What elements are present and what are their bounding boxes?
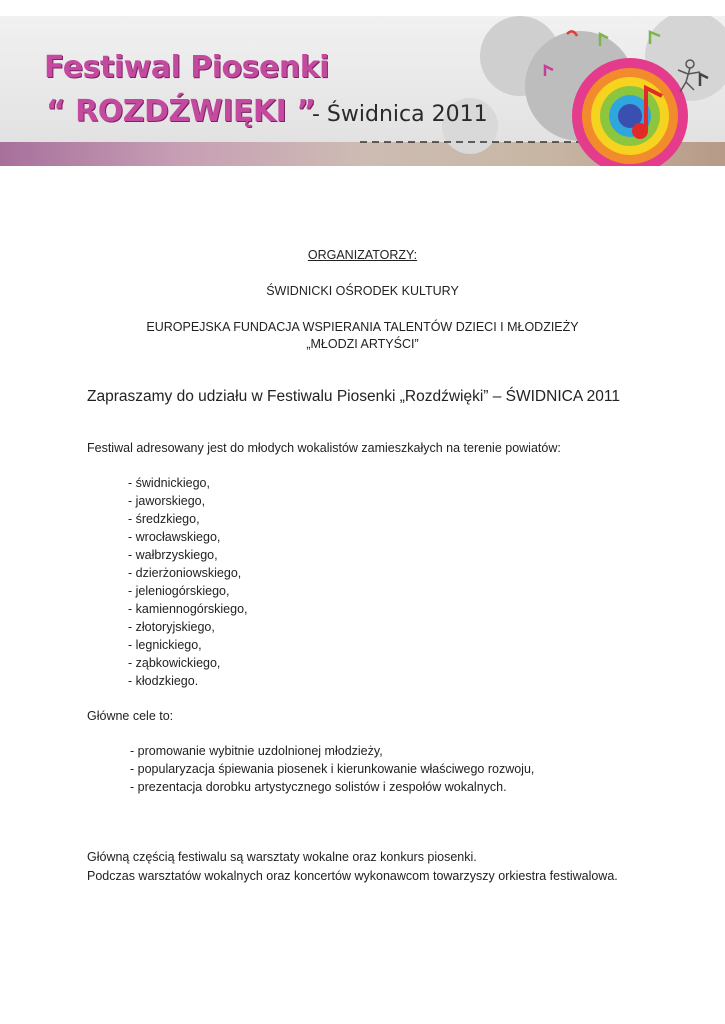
list-item: - jeleniogórskiego,	[128, 584, 230, 598]
organizer-1: ŚWIDNICKI OŚRODEK KULTURY	[266, 284, 459, 298]
goals-list	[130, 742, 534, 796]
list-item: - jaworskiego,	[128, 494, 206, 508]
organizer-2-line1: EUROPEJSKA FUNDACJA WSPIERANIA TALENTÓW DZIECI I MŁODZIEŻY	[146, 320, 579, 334]
festival-banner	[0, 16, 725, 166]
organizer-2-line2: „MŁODZI ARTYŚCI”	[306, 337, 419, 351]
list-item: - legnickiego,	[128, 638, 202, 652]
banner-artwork	[0, 16, 725, 166]
district-list	[128, 474, 248, 690]
audience-intro: Festiwal adresowany jest do młodych wokalistów zamieszkałych na terenie powiatów:	[87, 441, 561, 455]
closing-line-2: Podczas warsztatów wokalnych oraz koncertów wykonawcom towarzyszy orkiestra festiwalowa.	[87, 869, 618, 883]
list-item: - średzkiego,	[128, 512, 200, 526]
closing-line-1: Główną częścią festiwalu są warsztaty wokalne oraz konkurs piosenki.	[87, 850, 477, 864]
banner-title-city-year: - Świdnica 2011	[312, 102, 488, 127]
list-item: - złotoryjskiego,	[128, 620, 215, 634]
list-item: - świdnickiego,	[128, 476, 210, 490]
list-item: - kamiennogórskiego,	[128, 602, 248, 616]
list-item: - wałbrzyskiego,	[128, 548, 218, 562]
list-item: - popularyzacja śpiewania piosenek i kierunkowanie właściwego rozwoju,	[130, 762, 535, 776]
list-item: - wrocławskiego,	[128, 530, 221, 544]
banner-title-line2: “ ROZDŹWIĘKI ”	[46, 94, 316, 129]
list-item: - kłodzkiego.	[128, 674, 199, 688]
goals-heading: Główne cele to:	[87, 709, 174, 723]
invitation-heading: Zapraszamy do udziału w Festiwalu Piosenki „Rozdźwięki” – ŚWIDNICA 2011	[87, 388, 620, 405]
list-item: - ząbkowickiego,	[128, 656, 221, 670]
list-item: - promowanie wybitnie uzdolnionej młodzieży,	[130, 744, 383, 758]
list-item: - dzierżoniowskiego,	[128, 566, 242, 580]
list-item: - prezentacja dorobku artystycznego solistów i zespołów wokalnych.	[130, 780, 507, 794]
banner-title-line1: Festiwal Piosenki	[44, 50, 329, 85]
organizers-heading: ORGANIZATORZY:	[307, 248, 418, 262]
